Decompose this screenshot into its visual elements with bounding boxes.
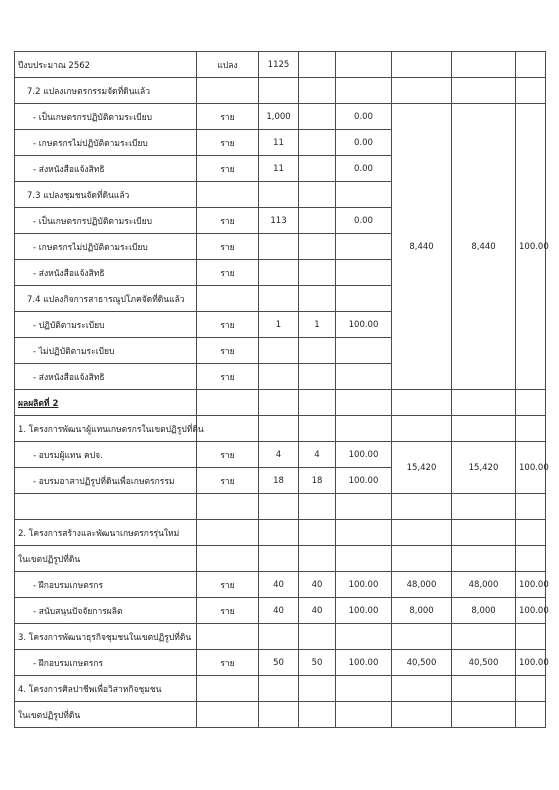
budget-cell [392, 416, 452, 442]
project-label: 3. โครงการพัฒนาธุรกิจชุมชนในเขตปฏิรูปที่ดิน [15, 624, 197, 650]
row-result [299, 416, 336, 442]
row-result: 18 [299, 468, 336, 494]
row-result [299, 286, 336, 312]
row-target [259, 364, 299, 390]
budget-percent-cell: 100.00 [516, 572, 546, 598]
group2-spent: 15,420 [452, 442, 516, 494]
project-label-continued: ในเขตปฏิรูปที่ดิน [15, 702, 197, 728]
row-unit [197, 390, 259, 416]
row-target [259, 702, 299, 728]
table-row [15, 598, 546, 624]
row-result [299, 494, 336, 520]
row-unit: ราย [197, 208, 259, 234]
row-target [259, 546, 299, 572]
row-unit: ราย [197, 234, 259, 260]
table-row [15, 78, 546, 104]
row-result [299, 130, 336, 156]
row-percent [336, 182, 392, 208]
spent-cell [452, 520, 516, 546]
row-target: 40 [259, 572, 299, 598]
budget-percent-cell [516, 702, 546, 728]
row-percent [336, 416, 392, 442]
table-row [15, 390, 546, 416]
row-unit [197, 520, 259, 546]
row-percent [336, 546, 392, 572]
budget-percent-cell [516, 52, 546, 78]
spent-cell [452, 78, 516, 104]
row-label: - อบรมอาสาปฏิรูปที่ดินเพื่อเกษตรกรรม [15, 468, 197, 494]
row-unit [197, 78, 259, 104]
budget-percent-cell [516, 520, 546, 546]
table-row [15, 442, 546, 468]
row-target [259, 676, 299, 702]
budget-percent-cell [516, 416, 546, 442]
row-percent: 100.00 [336, 650, 392, 676]
row-label: - อบรมผู้แทน คปจ. [15, 442, 197, 468]
row-label: - ส่งหนังสือแจ้งสิทธิ [15, 156, 197, 182]
spent-cell [452, 390, 516, 416]
row-percent [336, 390, 392, 416]
row-target [259, 260, 299, 286]
row-unit: ราย [197, 598, 259, 624]
budget-cell: 48,000 [392, 572, 452, 598]
performance-table [14, 51, 549, 728]
row-result [299, 520, 336, 546]
budget-percent-cell [516, 624, 546, 650]
row-percent [336, 520, 392, 546]
row-percent [336, 338, 392, 364]
group2-percent: 100.00 [516, 442, 546, 494]
row-target: 1,000 [259, 104, 299, 130]
row-target: 18 [259, 468, 299, 494]
table-row [15, 416, 546, 442]
row-result [299, 338, 336, 364]
output-heading [15, 390, 197, 416]
row-result [299, 702, 336, 728]
row-result [299, 208, 336, 234]
row-percent: 100.00 [336, 598, 392, 624]
row-unit: แปลง [197, 52, 259, 78]
row-unit: ราย [197, 156, 259, 182]
row-label: - เกษตรกรไม่ปฏิบัติตามระเบียบ [15, 130, 197, 156]
row-percent: 0.00 [336, 104, 392, 130]
budget-percent-cell: 100.00 [516, 650, 546, 676]
row-label: - ส่งหนังสือแจ้งสิทธิ [15, 260, 197, 286]
budget-cell [392, 390, 452, 416]
project-label: 2. โครงการสร้างและพัฒนาเกษตรกรรุ่นใหม่ [15, 520, 197, 546]
project-label-continued: ในเขตปฏิรูปที่ดิน [15, 546, 197, 572]
budget-cell [392, 702, 452, 728]
row-label: - เป็นเกษตรกรปฏิบัติตามระเบียบ [15, 104, 197, 130]
row-label: - ฝึกอบรมเกษตรกร [15, 572, 197, 598]
project-label: 1. โครงการพัฒนาผู้แทนเกษตรกรในเขตปฏิรูปที่ดิน [15, 416, 197, 442]
row-label: - สนับสนุนปัจจัยการผลิต [15, 598, 197, 624]
row-target: 113 [259, 208, 299, 234]
row-result: 4 [299, 442, 336, 468]
group2-budget: 15,420 [392, 442, 452, 494]
spent-cell [452, 494, 516, 520]
row-target [259, 78, 299, 104]
row-result [299, 52, 336, 78]
section-label: 7.2 แปลงเกษตรกรรมจัดที่ดินแล้ว [15, 78, 197, 104]
budget-cell [392, 52, 452, 78]
budget-percent-cell [516, 676, 546, 702]
row-target: 50 [259, 650, 299, 676]
budget-percent-cell [516, 390, 546, 416]
table-row [15, 624, 546, 650]
row-percent [336, 234, 392, 260]
row-target [259, 390, 299, 416]
row-result: 40 [299, 598, 336, 624]
row-percent: 100.00 [336, 312, 392, 338]
row-percent: 100.00 [336, 468, 392, 494]
row-result: 50 [299, 650, 336, 676]
row-percent [336, 52, 392, 78]
spent-cell [452, 624, 516, 650]
row-result: 1 [299, 312, 336, 338]
row-target [259, 624, 299, 650]
row-result [299, 156, 336, 182]
row-unit: ราย [197, 104, 259, 130]
row-percent [336, 286, 392, 312]
row-percent [336, 676, 392, 702]
table-row [15, 494, 546, 520]
spent-cell: 40,500 [452, 650, 516, 676]
row-percent [336, 78, 392, 104]
spent-cell [452, 546, 516, 572]
project-label: 4. โครงการศิลปาชีพเพื่อวิสาหกิจชุมชน [15, 676, 197, 702]
row-result [299, 546, 336, 572]
row-percent [336, 624, 392, 650]
row-unit: ราย [197, 650, 259, 676]
row-unit: ราย [197, 442, 259, 468]
row-target [259, 416, 299, 442]
section-label: 7.4 แปลงกิจการสาธารณูปโภคจัดที่ดินแล้ว [15, 286, 197, 312]
spent-cell [452, 52, 516, 78]
row-percent [336, 260, 392, 286]
group1-spent: 8,440 [452, 104, 516, 390]
row-unit: ราย [197, 364, 259, 390]
row-label: - ไม่ปฏิบัติตามระเบียบ [15, 338, 197, 364]
row-result [299, 260, 336, 286]
spent-cell: 8,000 [452, 598, 516, 624]
row-target: 4 [259, 442, 299, 468]
row-result [299, 104, 336, 130]
row-percent: 0.00 [336, 130, 392, 156]
table-row [15, 572, 546, 598]
row-target: 1125 [259, 52, 299, 78]
group1-budget: 8,440 [392, 104, 452, 390]
table-row [15, 676, 546, 702]
budget-percent-cell [516, 494, 546, 520]
budget-cell [392, 520, 452, 546]
row-unit [197, 702, 259, 728]
row-target: 11 [259, 130, 299, 156]
budget-cell [392, 676, 452, 702]
spent-cell [452, 702, 516, 728]
row-percent [336, 364, 392, 390]
spent-cell [452, 676, 516, 702]
row-target [259, 286, 299, 312]
row-unit: ราย [197, 572, 259, 598]
table-row [15, 520, 546, 546]
row-result: 40 [299, 572, 336, 598]
row-unit [197, 286, 259, 312]
budget-cell [392, 624, 452, 650]
table-row [15, 650, 546, 676]
row-percent: 100.00 [336, 442, 392, 468]
row-percent [336, 494, 392, 520]
table-row [15, 546, 546, 572]
spent-cell: 48,000 [452, 572, 516, 598]
row-percent [336, 702, 392, 728]
row-unit [197, 494, 259, 520]
row-label [15, 494, 197, 520]
row-target: 40 [259, 598, 299, 624]
row-result [299, 182, 336, 208]
row-result [299, 234, 336, 260]
row-percent: 100.00 [336, 572, 392, 598]
row-result [299, 78, 336, 104]
table-row [15, 52, 546, 78]
row-label: ปีงบประมาณ 2562 [15, 52, 197, 78]
budget-cell [392, 494, 452, 520]
row-unit: ราย [197, 130, 259, 156]
table-row [15, 702, 546, 728]
row-unit [197, 676, 259, 702]
row-percent: 0.00 [336, 208, 392, 234]
row-target [259, 338, 299, 364]
row-result [299, 624, 336, 650]
row-unit [197, 416, 259, 442]
budget-percent-cell [516, 78, 546, 104]
row-result [299, 364, 336, 390]
row-target [259, 520, 299, 546]
group1-percent: 100.00 [516, 104, 546, 390]
row-target: 11 [259, 156, 299, 182]
budget-percent-cell [516, 546, 546, 572]
budget-cell: 40,500 [392, 650, 452, 676]
row-unit [197, 182, 259, 208]
budget-percent-cell: 100.00 [516, 598, 546, 624]
row-label: - ฝึกอบรมเกษตรกร [15, 650, 197, 676]
budget-cell [392, 78, 452, 104]
budget-cell: 8,000 [392, 598, 452, 624]
budget-cell [392, 546, 452, 572]
row-label: - เป็นเกษตรกรปฏิบัติตามระเบียบ [15, 208, 197, 234]
row-target [259, 494, 299, 520]
row-percent: 0.00 [336, 156, 392, 182]
row-unit [197, 546, 259, 572]
row-unit: ราย [197, 468, 259, 494]
row-target [259, 182, 299, 208]
row-unit [197, 624, 259, 650]
row-label: - ปฏิบัติตามระเบียบ [15, 312, 197, 338]
row-result [299, 390, 336, 416]
table-row [15, 104, 546, 130]
row-target [259, 234, 299, 260]
row-unit: ราย [197, 338, 259, 364]
section-label: 7.3 แปลงชุมชนจัดที่ดินแล้ว [15, 182, 197, 208]
row-result [299, 676, 336, 702]
output-heading-text: ผลผลิตที่ 2 [18, 398, 59, 409]
row-target: 1 [259, 312, 299, 338]
row-unit: ราย [197, 260, 259, 286]
row-label: - เกษตรกรไม่ปฏิบัติตามระเบียบ [15, 234, 197, 260]
row-unit: ราย [197, 312, 259, 338]
row-label: - ส่งหนังสือแจ้งสิทธิ [15, 364, 197, 390]
spent-cell [452, 416, 516, 442]
